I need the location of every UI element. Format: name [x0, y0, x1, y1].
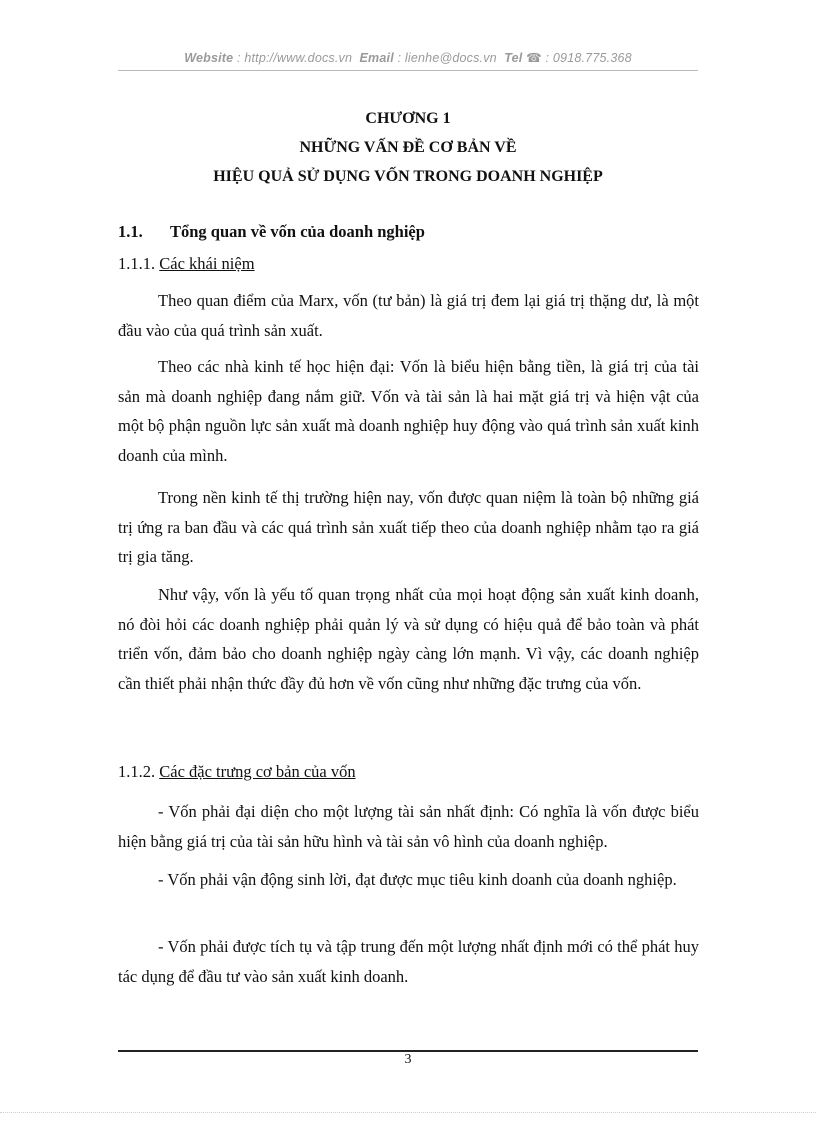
website-label: Website — [184, 51, 234, 65]
tel-number: 0918.775.368 — [552, 51, 632, 65]
tel-label: Tel — [504, 51, 523, 65]
email-address: lienhe@docs.vn — [404, 51, 497, 65]
email-sep: : — [393, 51, 405, 65]
subsection-number: 1.1.2. — [118, 762, 156, 781]
chapter-title-line-2: HIỆU QUẢ SỬ DỤNG VỐN TRONG DOANH NGHIỆP — [213, 168, 603, 185]
subsection-title: Các đặc trưng cơ bản của vốn — [159, 762, 356, 781]
page-number: 3 — [404, 1052, 412, 1067]
subsection-heading-1-1-1 — [118, 254, 698, 274]
subsection-number: 1.1.1. — [118, 254, 156, 273]
chapter-heading — [118, 104, 698, 191]
website-sep: : — [233, 51, 245, 65]
paragraph-characteristic-2: - Vốn phải vận động sinh lời, đạt được mục tiêu kinh doanh của doanh nghiệp. — [158, 870, 677, 889]
paragraph-importance: Như vậy, vốn là yếu tố quan trọng nhất của mọi hoạt động sản xuất kinh doanh, nó đòi hỏi các doanh nghiệp phải quản lý và sử dụng có hiệu quả để bảo toàn và phát triển vốn, đảm bảo cho doanh nghiệp ngày càng lớn mạnh. Vì vậy, các doanh nghiệp cần thiết phải nhận thức đầy đủ hơn về vốn cũng như những đặc trưng của vốn. — [118, 585, 699, 693]
page-edge-line — [0, 1112, 816, 1113]
email-label: Email — [359, 51, 394, 65]
chapter-title-line-1: NHỮNG VẤN ĐỀ CƠ BẢN VỀ — [299, 139, 517, 156]
paragraph-modern-definition: Theo các nhà kinh tế học hiện đại: Vốn là biểu hiện bằng tiền, là giá trị của tài sản mà doanh nghiệp đang nắm giữ. Vốn và tài sản là hai mặt giá trị và hiện vật của một bộ phận nguồn lực sản xuất mà doanh nghiệp huy động vào quá trình sản xuất kinh doanh của mình. — [118, 357, 699, 465]
paragraph-characteristic-3: - Vốn phải được tích tụ và tập trung đến một lượng nhất định mới có thể phát huy tác dụng để đầu tư vào sản xuất kinh doanh. — [118, 937, 699, 986]
section-title: Tổng quan về vốn của doanh nghiệp — [170, 222, 425, 241]
tel-sep: : — [541, 51, 553, 65]
paragraph-marx-definition: Theo quan điểm của Marx, vốn (tư bản) là giá trị đem lại giá trị thặng dư, là một đầu vào của quá trình sản xuất. — [118, 291, 699, 340]
paragraph-characteristic-1: - Vốn phải đại diện cho một lượng tài sản nhất định: Có nghĩa là vốn được biểu hiện bằng giá trị của tài sản hữu hình và tài sản vô hình của doanh nghiệp. — [118, 802, 699, 851]
section-heading-1-1 — [118, 222, 698, 242]
page-header — [118, 50, 698, 65]
section-number: 1.1. — [118, 222, 143, 241]
website-url: http://www.docs.vn — [244, 51, 353, 65]
phone-icon: ☎ — [526, 51, 542, 65]
chapter-number: CHƯƠNG 1 — [365, 110, 451, 127]
header-divider — [118, 70, 698, 71]
paragraph-market-definition: Trong nền kinh tế thị trường hiện nay, vốn được quan niệm là toàn bộ những giá trị ứng ra ban đầu và các quá trình sản xuất tiếp theo của doanh nghiệp nhằm tạo ra giá trị gia tăng. — [118, 488, 699, 566]
subsection-title: Các khái niệm — [159, 254, 255, 273]
subsection-heading-1-1-2 — [118, 762, 698, 782]
